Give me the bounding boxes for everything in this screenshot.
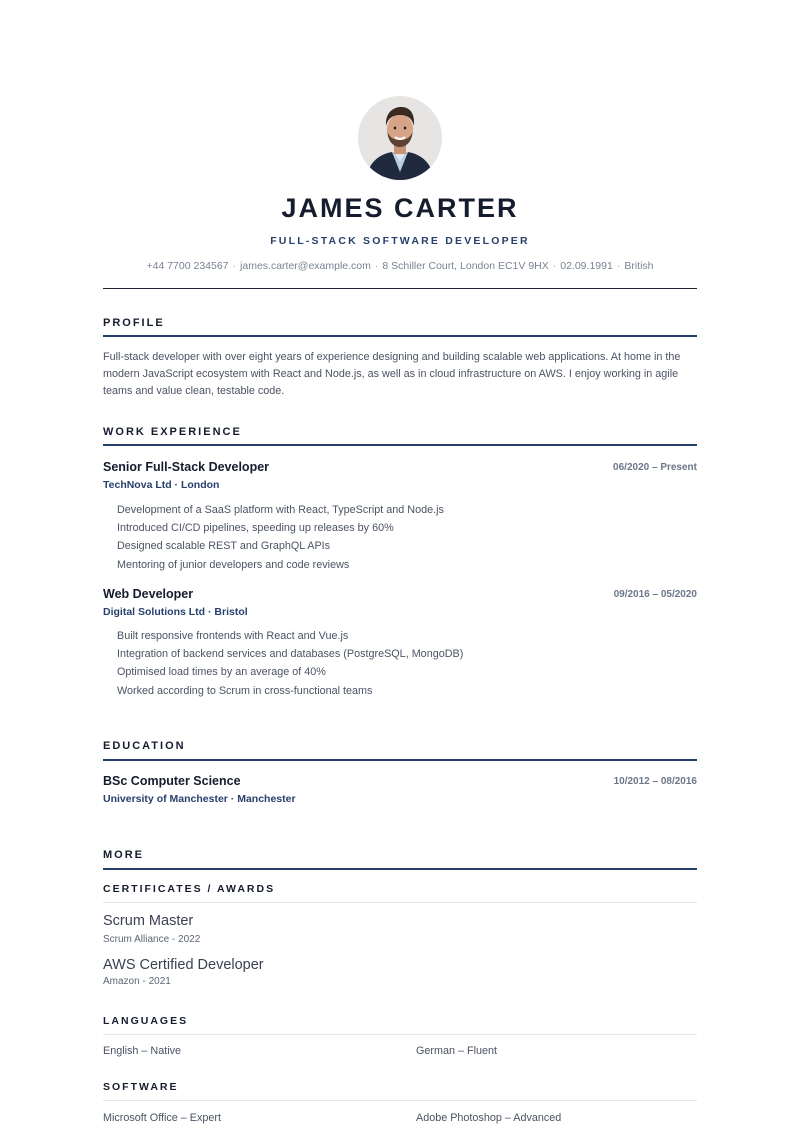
job-date: 09/2016 – 05/2020 [613,589,697,600]
languages-heading: LANGUAGES [103,1015,189,1027]
separator: · [616,260,621,272]
experience-heading: WORK EXPERIENCE [103,426,242,438]
profile-summary: Full-stack developer with over eight years of experience designing and building scalable web applications. At home in the modern JavaScript ecosystem with React and Node.js, as well as in cloud infrastructure on AWS. I enjoy working in agile teams and value clean, testable code. [103,351,681,398]
profile-photo [358,96,442,180]
contact-nationality: British [624,260,654,272]
software-item: Adobe Photoshop – Advanced [416,1112,562,1124]
candidate-role: FULL-STACK SOFTWARE DEVELOPER [270,235,530,247]
profile-divider [103,335,697,337]
experience-divider [103,444,697,446]
education-school: University of Manchester · Manchester [103,793,296,805]
header-divider [103,288,697,289]
job-company: Digital Solutions Ltd · Bristol [103,606,248,618]
profile-heading: PROFILE [103,317,165,329]
job-bullet: Integration of backend services and databases (PostgreSQL, MongoDB) [117,648,464,661]
language-item: German – Fluent [416,1045,498,1057]
contact-email: james.carter@example.com [240,260,371,272]
candidate-name: JAMES CARTER [281,193,519,223]
job-date: 06/2020 – Present [613,462,697,473]
education-divider [103,759,697,761]
certificate-name: Scrum Master [103,913,194,929]
software-heading: SOFTWARE [103,1081,179,1093]
more-heading: MORE [103,849,144,861]
certificates-divider [103,902,697,903]
job-bullet: Mentoring of junior developers and code reviews [117,558,350,571]
separator: · [374,260,379,272]
education-degree: BSc Computer Science [103,774,241,788]
certificate-meta: Scrum Alliance - 2022 [103,934,201,945]
separator: · [232,260,237,272]
education-heading: EDUCATION [103,740,186,752]
separator: · [552,260,557,272]
job-bullet: Built responsive frontends with React and Vue.js [117,630,349,642]
job-bullet: Development of a SaaS platform with React, TypeScript and Node.js [117,504,444,516]
job-title: Senior Full-Stack Developer [103,460,270,474]
job-bullet: Designed scalable REST and GraphQL APIs [117,540,331,553]
job-bullet: Introduced CI/CD pipelines, speeding up releases by 60% [117,522,394,535]
certificate-name: AWS Certified Developer [103,957,264,973]
job-bullet-list [117,501,444,574]
portrait-image [358,96,442,180]
more-divider [103,868,697,870]
certificates-heading: CERTIFICATES / AWARDS [103,883,276,895]
job-bullet: Worked according to Scrum in cross-functional teams [117,684,373,697]
job-bullet: Optimised load times by an average of 40% [117,666,326,679]
language-item: English – Native [103,1045,182,1057]
job-title: Web Developer [103,587,194,601]
certificate-meta: Amazon - 2021 [103,976,171,987]
job-company: TechNova Ltd · London [103,479,220,491]
job-bullet-list [117,627,463,700]
software-item: Microsoft Office – Expert [103,1112,222,1124]
contact-birthdate: 02.09.1991 [560,260,613,272]
contact-line [103,260,697,272]
contact-address: 8 Schiller Court, London EC1V 9HX [382,260,549,272]
contact-phone: +44 7700 234567 [146,260,229,272]
education-date: 10/2012 – 08/2016 [613,776,697,787]
languages-divider [103,1034,697,1035]
software-divider [103,1100,697,1101]
